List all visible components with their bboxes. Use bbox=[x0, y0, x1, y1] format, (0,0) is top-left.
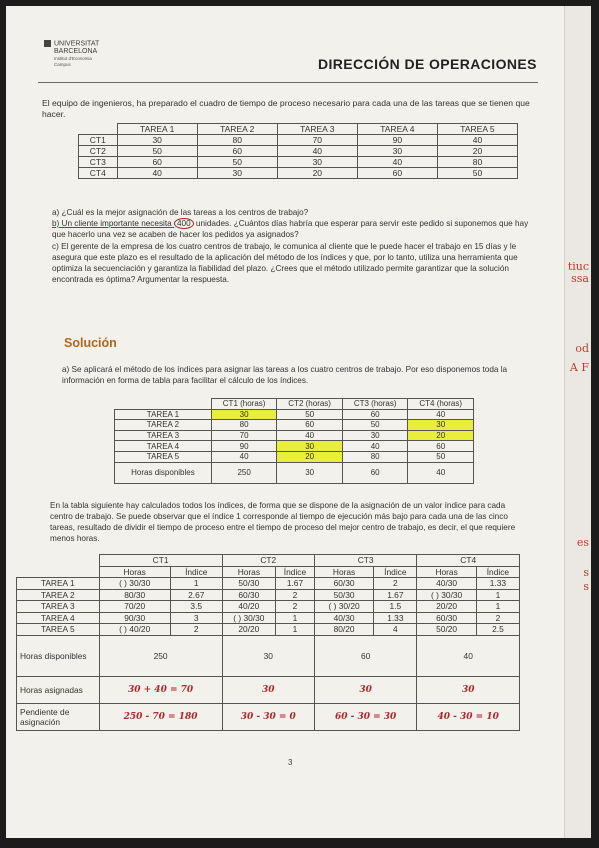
table-header: CT1 (horas) bbox=[211, 399, 277, 410]
hours-table bbox=[114, 398, 474, 484]
question-b-text: b) Un cliente importante necesita bbox=[52, 219, 174, 228]
logo-subtext: Campus bbox=[54, 62, 71, 68]
table-cell: TAREA 4 bbox=[115, 441, 212, 452]
margin-note: es bbox=[576, 536, 589, 549]
table-cell: TAREA 5 bbox=[115, 451, 212, 462]
table-cell: 60 bbox=[277, 420, 343, 431]
table-cell: TAREA 3 bbox=[115, 430, 212, 441]
question-b bbox=[52, 218, 530, 240]
table-cell: 60 bbox=[117, 157, 197, 168]
table-header: Horas bbox=[222, 566, 275, 578]
table-cell: 40/20 bbox=[222, 601, 275, 613]
table-cell: 40 bbox=[437, 135, 517, 146]
table-row bbox=[79, 135, 518, 146]
question-b-text: unidades. ¿Cuántos días habría que esperar para servir este pedido si suponemos que hay que hacerlo una vez se acaben de hacer los pedidos ya asignados? bbox=[52, 219, 529, 239]
logo-text: BARCELONA bbox=[54, 48, 98, 56]
table-header-row bbox=[79, 124, 518, 135]
logo-subtext: Institut d'Economia bbox=[54, 56, 92, 62]
table-cell: 90 bbox=[211, 441, 277, 452]
table-cell: 50 bbox=[408, 451, 474, 462]
table-header: CT3 (horas) bbox=[342, 399, 408, 410]
table-cell: 60 bbox=[197, 146, 277, 157]
table-cell: TAREA 2 bbox=[17, 589, 100, 601]
table-row bbox=[79, 168, 518, 179]
table-cell: 40 bbox=[342, 441, 408, 452]
table-header: Índice bbox=[374, 566, 417, 578]
table-cell: 30 bbox=[277, 157, 357, 168]
margin-note: A F bbox=[569, 361, 589, 374]
table-cell: Horas disponibles bbox=[115, 462, 212, 483]
table-header: Índice bbox=[476, 566, 519, 578]
table-row bbox=[115, 430, 474, 441]
table-cell: 50/30 bbox=[222, 578, 275, 590]
logo-text: UNIVERSITAT bbox=[54, 40, 100, 48]
table-cell: 40/30 bbox=[417, 578, 476, 590]
margin-note: ssa bbox=[571, 272, 589, 285]
table-header: Índice bbox=[276, 566, 315, 578]
solution-a-text: a) Se aplicará el método de los índices para asignar las tareas a los cuatro centros de trabajo. Por eso disponemos toda la información en forma de tabla para facilitar el cálculo de los índices. bbox=[62, 365, 508, 385]
next-page-edge bbox=[564, 6, 591, 838]
table-cell bbox=[17, 555, 100, 567]
table-subheader-row bbox=[17, 566, 520, 578]
table-cell: Horas disponibles bbox=[17, 635, 100, 676]
table-cell: 20/20 bbox=[222, 624, 275, 636]
table-cell: 1.33 bbox=[476, 578, 519, 590]
table-cell: CT1 bbox=[79, 135, 118, 146]
table-cell: TAREA 1 bbox=[17, 578, 100, 590]
table-row bbox=[17, 624, 520, 636]
table-cell: 1.67 bbox=[276, 578, 315, 590]
table-row bbox=[17, 676, 520, 703]
table-cell: 20 bbox=[277, 168, 357, 179]
question-a: a) ¿Cuál es la mejor asignación de las tareas a los centros de trabajo? bbox=[52, 208, 309, 217]
table-row bbox=[115, 462, 474, 483]
table-cell: 60 bbox=[408, 441, 474, 452]
table-cell: 20 bbox=[437, 146, 517, 157]
table-cell: 40 bbox=[211, 451, 277, 462]
table-header: TAREA 2 bbox=[197, 124, 277, 135]
table-cell: 40 bbox=[117, 168, 197, 179]
table-cell: CT2 bbox=[79, 146, 118, 157]
table-cell: 40 bbox=[408, 409, 474, 420]
table-cell: 1 bbox=[170, 578, 222, 590]
table-cell: ( ) 40/20 bbox=[99, 624, 170, 636]
table-cell: 1.5 bbox=[374, 601, 417, 613]
table-cell: 40 bbox=[277, 146, 357, 157]
table-cell: 1 bbox=[276, 612, 315, 624]
table-cell: 60 bbox=[357, 168, 437, 179]
table-cell: 80/30 bbox=[99, 589, 170, 601]
table-cell: 50 bbox=[197, 157, 277, 168]
page-title: DIRECCIÓN DE OPERACIONES bbox=[318, 56, 537, 72]
table-cell: 30 bbox=[408, 420, 474, 431]
table-header: CT4 bbox=[417, 555, 520, 567]
table-row bbox=[17, 578, 520, 590]
table-cell: 60 bbox=[342, 409, 408, 420]
table-cell: 2 bbox=[170, 624, 222, 636]
table-row bbox=[79, 157, 518, 168]
table-cell: 50 bbox=[117, 146, 197, 157]
table-cell: 30 bbox=[357, 146, 437, 157]
table-header: Horas bbox=[99, 566, 170, 578]
table-header: TAREA 3 bbox=[277, 124, 357, 135]
table-cell: 2 bbox=[276, 601, 315, 613]
table-cell bbox=[17, 566, 100, 578]
handwritten-cell: 40 - 30 = 10 bbox=[417, 703, 520, 730]
table-cell: 30 bbox=[342, 430, 408, 441]
header-divider bbox=[38, 82, 538, 83]
table-cell: 1.67 bbox=[374, 589, 417, 601]
table-cell: 1.33 bbox=[374, 612, 417, 624]
table-cell: 2 bbox=[476, 612, 519, 624]
table-header: CT3 bbox=[314, 555, 417, 567]
table-header: Horas bbox=[417, 566, 476, 578]
table-row bbox=[115, 441, 474, 452]
table-cell: 2 bbox=[374, 578, 417, 590]
table-cell: TAREA 5 bbox=[17, 624, 100, 636]
table-cell: CT3 bbox=[79, 157, 118, 168]
table-cell: 2.5 bbox=[476, 624, 519, 636]
table-cell: 80 bbox=[437, 157, 517, 168]
table-cell bbox=[79, 124, 118, 135]
table-cell: TAREA 3 bbox=[17, 601, 100, 613]
table-row bbox=[17, 703, 520, 730]
table-header: CT2 bbox=[222, 555, 314, 567]
university-logo bbox=[44, 40, 99, 68]
table-cell: ( ) 30/30 bbox=[99, 578, 170, 590]
table-cell: 250 bbox=[99, 635, 222, 676]
table-header: TAREA 5 bbox=[437, 124, 517, 135]
process-time-table bbox=[78, 123, 518, 179]
question-c: c) El gerente de la empresa de los cuatro centros de trabajo, le comunica al cliente que le puede hacer el trabajo en 15 días y le asegura que este plazo es el resultado de la aplicación del método de los índices y que, por lo tanto, utiliza una herramienta que optimiza la secuenciación y garantiza la fiabilidad del plazo. ¿Crees que el método utilizado permite garantizar que la solución encontrada es óptima? Argumentar la respuesta. bbox=[52, 242, 518, 284]
table-cell: 50 bbox=[342, 420, 408, 431]
table-header: CT2 (horas) bbox=[277, 399, 343, 410]
handwritten-cell: 30 bbox=[314, 676, 417, 703]
page-number: 3 bbox=[288, 758, 293, 767]
table-cell: 30 bbox=[277, 441, 343, 452]
table-cell: 40 bbox=[417, 635, 520, 676]
explanation-text: En la tabla siguiente hay calculados todos los índices, de forma que se dispone de la asignación de un valor índice para cada centro de trabajo. Se puede observar que el índice 1 corresponde al tiempo de ejecución más bajo para cada una de las cinco tareas, resultado de dividir el tiempo de proceso entre el tiempo de proceso del mejor centro de trabajo, es decir, el que requiere menos horas. bbox=[50, 501, 516, 543]
margin-note: od bbox=[575, 342, 589, 355]
table-cell: 90 bbox=[357, 135, 437, 146]
table-cell: 50 bbox=[277, 409, 343, 420]
table-cell: 30 bbox=[197, 168, 277, 179]
table-cell: 40 bbox=[408, 462, 474, 483]
handwritten-cell: 30 bbox=[417, 676, 520, 703]
margin-note: tiuc bbox=[567, 260, 589, 273]
table-cell: 70 bbox=[211, 430, 277, 441]
table-cell: 60 bbox=[342, 462, 408, 483]
table-cell: TAREA 2 bbox=[115, 420, 212, 431]
shield-icon bbox=[44, 40, 51, 47]
table-cell: 80 bbox=[342, 451, 408, 462]
table-cell: 80 bbox=[211, 420, 277, 431]
table-cell: 30 bbox=[277, 462, 343, 483]
table-row bbox=[115, 451, 474, 462]
table-cell: 40 bbox=[357, 157, 437, 168]
margin-note: s bbox=[583, 566, 589, 579]
table-cell: 50 bbox=[437, 168, 517, 179]
table-cell: 60/30 bbox=[222, 589, 275, 601]
table-cell: 20 bbox=[408, 430, 474, 441]
table-row bbox=[17, 601, 520, 613]
table-cell: 70 bbox=[277, 135, 357, 146]
table-cell: 60 bbox=[314, 635, 417, 676]
table-header-row bbox=[115, 399, 474, 410]
table-row bbox=[17, 635, 520, 676]
table-cell: 30 bbox=[211, 409, 277, 420]
table-cell: ( ) 30/30 bbox=[417, 589, 476, 601]
table-row bbox=[17, 612, 520, 624]
table-cell: TAREA 4 bbox=[17, 612, 100, 624]
table-cell: 50/30 bbox=[314, 589, 373, 601]
table-cell: 40 bbox=[277, 430, 343, 441]
table-cell: 3 bbox=[170, 612, 222, 624]
table-cell: Horas asignadas bbox=[17, 676, 100, 703]
table-row bbox=[17, 589, 520, 601]
margin-note: s bbox=[583, 580, 589, 593]
handwritten-cell: 30 bbox=[222, 676, 314, 703]
table-cell: ( ) 30/30 bbox=[222, 612, 275, 624]
table-row bbox=[115, 409, 474, 420]
table-cell: 2.67 bbox=[170, 589, 222, 601]
table-header: CT1 bbox=[99, 555, 222, 567]
intro-text: El equipo de ingenieros, ha preparado el cuadro de tiempo de proceso necesario para cada una de las tareas que se tienen que hacer. bbox=[42, 98, 530, 119]
table-header: CT4 (horas) bbox=[408, 399, 474, 410]
table-cell: 60/30 bbox=[417, 612, 476, 624]
table-cell: 60/30 bbox=[314, 578, 373, 590]
handwritten-cell: 30 - 30 = 0 bbox=[222, 703, 314, 730]
table-cell: 1 bbox=[276, 624, 315, 636]
table-header: Índice bbox=[170, 566, 222, 578]
handwritten-cell: 250 - 70 = 180 bbox=[99, 703, 222, 730]
table-cell: 50/20 bbox=[417, 624, 476, 636]
table-header-row bbox=[17, 555, 520, 567]
table-cell: 80/20 bbox=[314, 624, 373, 636]
table-cell: 40/30 bbox=[314, 612, 373, 624]
table-cell: 30 bbox=[117, 135, 197, 146]
table-cell: CT4 bbox=[79, 168, 118, 179]
table-cell: 1 bbox=[476, 601, 519, 613]
table-cell: 2 bbox=[276, 589, 315, 601]
table-cell: Pendiente de asignación bbox=[17, 703, 100, 730]
table-cell: TAREA 1 bbox=[115, 409, 212, 420]
table-cell bbox=[115, 399, 212, 410]
table-cell: 80 bbox=[197, 135, 277, 146]
table-header: TAREA 4 bbox=[357, 124, 437, 135]
solution-heading: Solución bbox=[64, 336, 117, 350]
handwritten-cell: 30 + 40 = 70 bbox=[99, 676, 222, 703]
table-cell: 30 bbox=[222, 635, 314, 676]
table-cell: 20 bbox=[277, 451, 343, 462]
index-table bbox=[16, 554, 520, 731]
circled-number: 400 bbox=[174, 218, 194, 229]
table-cell: 20/20 bbox=[417, 601, 476, 613]
table-cell: 3.5 bbox=[170, 601, 222, 613]
table-cell: 90/30 bbox=[99, 612, 170, 624]
table-cell: 70/20 bbox=[99, 601, 170, 613]
handwritten-cell: 60 - 30 = 30 bbox=[314, 703, 417, 730]
table-cell: 4 bbox=[374, 624, 417, 636]
document-page bbox=[6, 6, 591, 838]
table-row bbox=[79, 146, 518, 157]
table-cell: ( ) 30/20 bbox=[314, 601, 373, 613]
table-header: Horas bbox=[314, 566, 373, 578]
table-header: TAREA 1 bbox=[117, 124, 197, 135]
table-row bbox=[115, 420, 474, 431]
table-cell: 250 bbox=[211, 462, 277, 483]
table-cell: 1 bbox=[476, 589, 519, 601]
